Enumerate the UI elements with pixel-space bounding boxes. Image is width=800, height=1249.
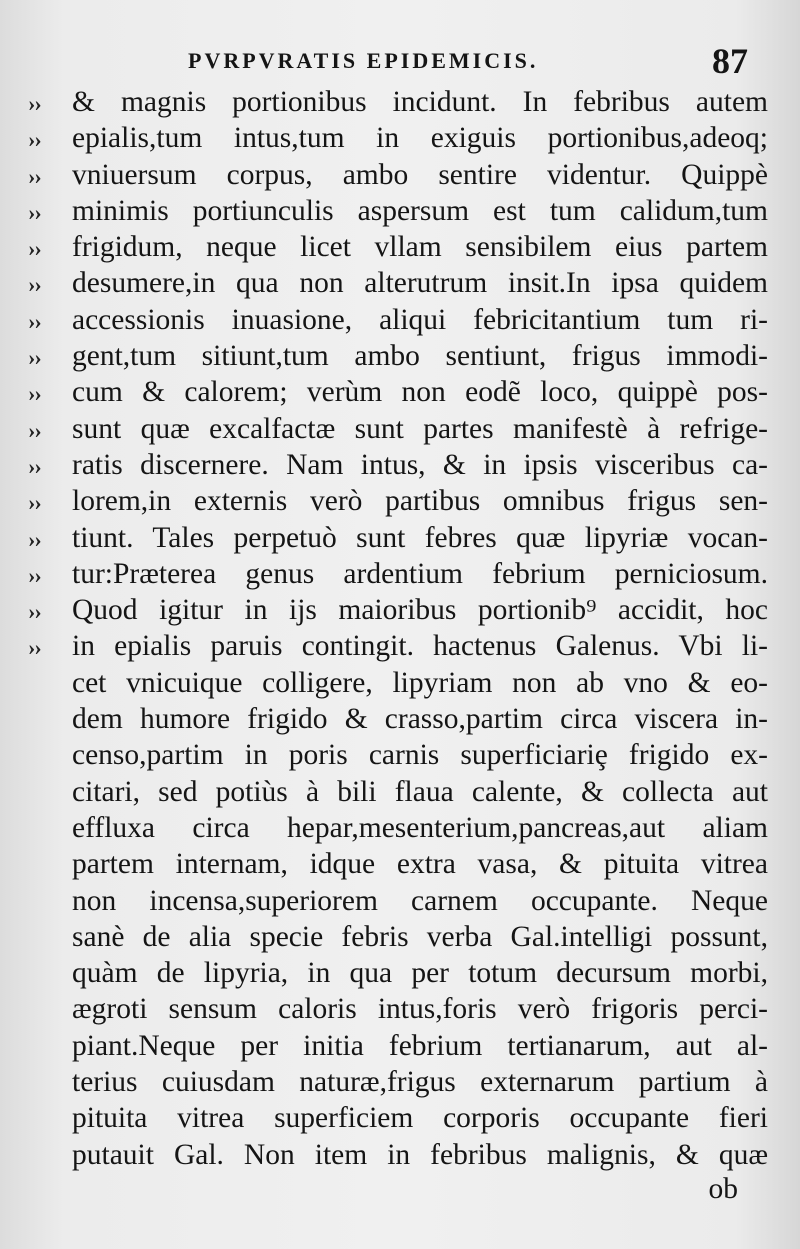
text-line xyxy=(28,846,768,882)
text-line xyxy=(28,1137,768,1173)
text-block xyxy=(28,84,768,1209)
text-line xyxy=(28,338,768,374)
line-text: lorem,in externis verò partibus omnibus frigus sen- xyxy=(72,485,768,518)
line-text: pituita vitrea superficiem corporis occupante fieri xyxy=(72,1102,768,1135)
line-text: terius cuiusdam naturæ,frigus externarum partium à xyxy=(72,1066,768,1099)
quotation-mark: ›› xyxy=(28,91,41,116)
line-text: tiunt. Tales perpetuò sunt febres quæ lipyriæ vocan- xyxy=(72,521,768,554)
text-line xyxy=(28,628,768,664)
line-text: citari, sed potiùs à bili flaua calente, & collecta aut xyxy=(72,775,768,808)
quotation-mark: ›› xyxy=(28,272,41,298)
text-line xyxy=(28,265,768,301)
line-text: desumere,in qua non alterutrum insit.In ipsa quidem xyxy=(72,267,768,300)
line-text: gent,tum sitiunt,tum ambo sentiunt, frigus immodi- xyxy=(72,340,768,373)
running-head xyxy=(0,40,800,80)
line-text: tur:Præterea genus ardentium febrium perniciosum. xyxy=(72,557,768,590)
page-number: 87 xyxy=(712,41,748,81)
quotation-mark: ›› xyxy=(28,199,41,225)
line-text: ratis discernere. Nam intus, & in ipsis visceribus ca- xyxy=(72,448,768,481)
catchword-row xyxy=(28,1173,768,1209)
text-line xyxy=(28,810,768,846)
line-text: minimis portiunculis aspersum est tum calidum,tum xyxy=(72,194,768,227)
text-line xyxy=(28,520,768,556)
quotation-mark: ›› xyxy=(28,308,41,334)
text-line xyxy=(28,1064,768,1100)
text-line xyxy=(28,374,768,410)
line-text: Quod igitur in ijs maioribus portionib⁹ accidit, hoc xyxy=(72,594,768,627)
text-line xyxy=(28,302,768,338)
line-text: effluxa circa hepar,mesenterium,pancreas,aut aliam xyxy=(72,811,768,844)
text-line xyxy=(28,84,768,120)
text-line xyxy=(28,447,768,483)
text-line xyxy=(28,919,768,955)
text-line xyxy=(28,483,768,519)
line-text: censo,partim in poris carnis superficiariȩ frigido ex- xyxy=(72,739,768,772)
line-text: cet vnicuique colligere, lipyriam non ab vno & eo- xyxy=(72,666,768,699)
line-text: dem humore frigido & crasso,partim circa viscera in- xyxy=(72,703,768,736)
text-line xyxy=(28,774,768,810)
line-text: & magnis portionibus incidunt. In febribus autem xyxy=(72,86,768,118)
line-text: sunt quæ excalfactæ sunt partes manifestè à refrige- xyxy=(72,412,768,445)
line-text: accessionis inuasione, aliqui febricitantium tum ri- xyxy=(72,303,768,336)
text-line xyxy=(28,120,768,156)
text-line xyxy=(28,737,768,773)
text-line xyxy=(28,883,768,919)
text-line xyxy=(28,1028,768,1064)
quotation-mark: ›› xyxy=(28,562,41,588)
catchword: ob xyxy=(708,1172,738,1205)
running-title: PVRPVRATIS EPIDEMICIS. xyxy=(188,48,539,73)
quotation-mark: ›› xyxy=(28,127,41,153)
text-line xyxy=(28,592,768,628)
quotation-mark: ›› xyxy=(28,526,41,552)
line-text: cum & calorem; verùm non eodẽ loco, quippè pos- xyxy=(72,376,768,409)
line-text: quàm de lipyria, in qua per totum decursum morbi, xyxy=(72,957,768,990)
quotation-mark: ›› xyxy=(28,236,41,262)
quotation-mark: ›› xyxy=(28,453,41,479)
quotation-mark: ›› xyxy=(28,417,41,443)
text-line xyxy=(28,193,768,229)
quotation-mark: ›› xyxy=(28,490,41,516)
text-line xyxy=(28,955,768,991)
text-line xyxy=(28,1100,768,1136)
line-text: ægroti sensum caloris intus,foris verò frigoris perci- xyxy=(72,993,768,1026)
quotation-mark: ›› xyxy=(28,163,41,189)
line-text: sanè de alia specie febris verba Gal.intelligi possunt, xyxy=(72,920,768,953)
text-line xyxy=(28,991,768,1027)
quotation-mark: ›› xyxy=(28,599,41,625)
line-text: putauit Gal. Non item in febribus malignis, & quæ xyxy=(72,1138,768,1171)
line-text: piant.Neque per initia febrium tertianarum, aut al- xyxy=(72,1029,768,1062)
line-text: frigidum, neque licet vllam sensibilem eius partem xyxy=(72,231,768,264)
line-text: partem internam, idque extra vasa, & pituita vitrea xyxy=(72,848,768,881)
line-text: in epialis paruis contingit. hactenus Galenus. Vbi li- xyxy=(72,630,768,663)
line-text: vniuersum corpus, ambo sentire videntur. Quippè xyxy=(72,158,768,191)
text-line xyxy=(28,556,768,592)
text-line xyxy=(28,411,768,447)
text-line xyxy=(28,157,768,193)
line-text: non incensa,superiorem carnem occupante. Neque xyxy=(72,884,768,917)
quotation-mark: ›› xyxy=(28,345,41,371)
line-text: epialis,tum intus,tum in exiguis portionibus,adeoq; xyxy=(72,122,768,155)
text-line xyxy=(28,229,768,265)
quotation-mark: ›› xyxy=(28,635,41,661)
text-line xyxy=(28,701,768,737)
text-line xyxy=(28,665,768,701)
quotation-mark: ›› xyxy=(28,381,41,407)
